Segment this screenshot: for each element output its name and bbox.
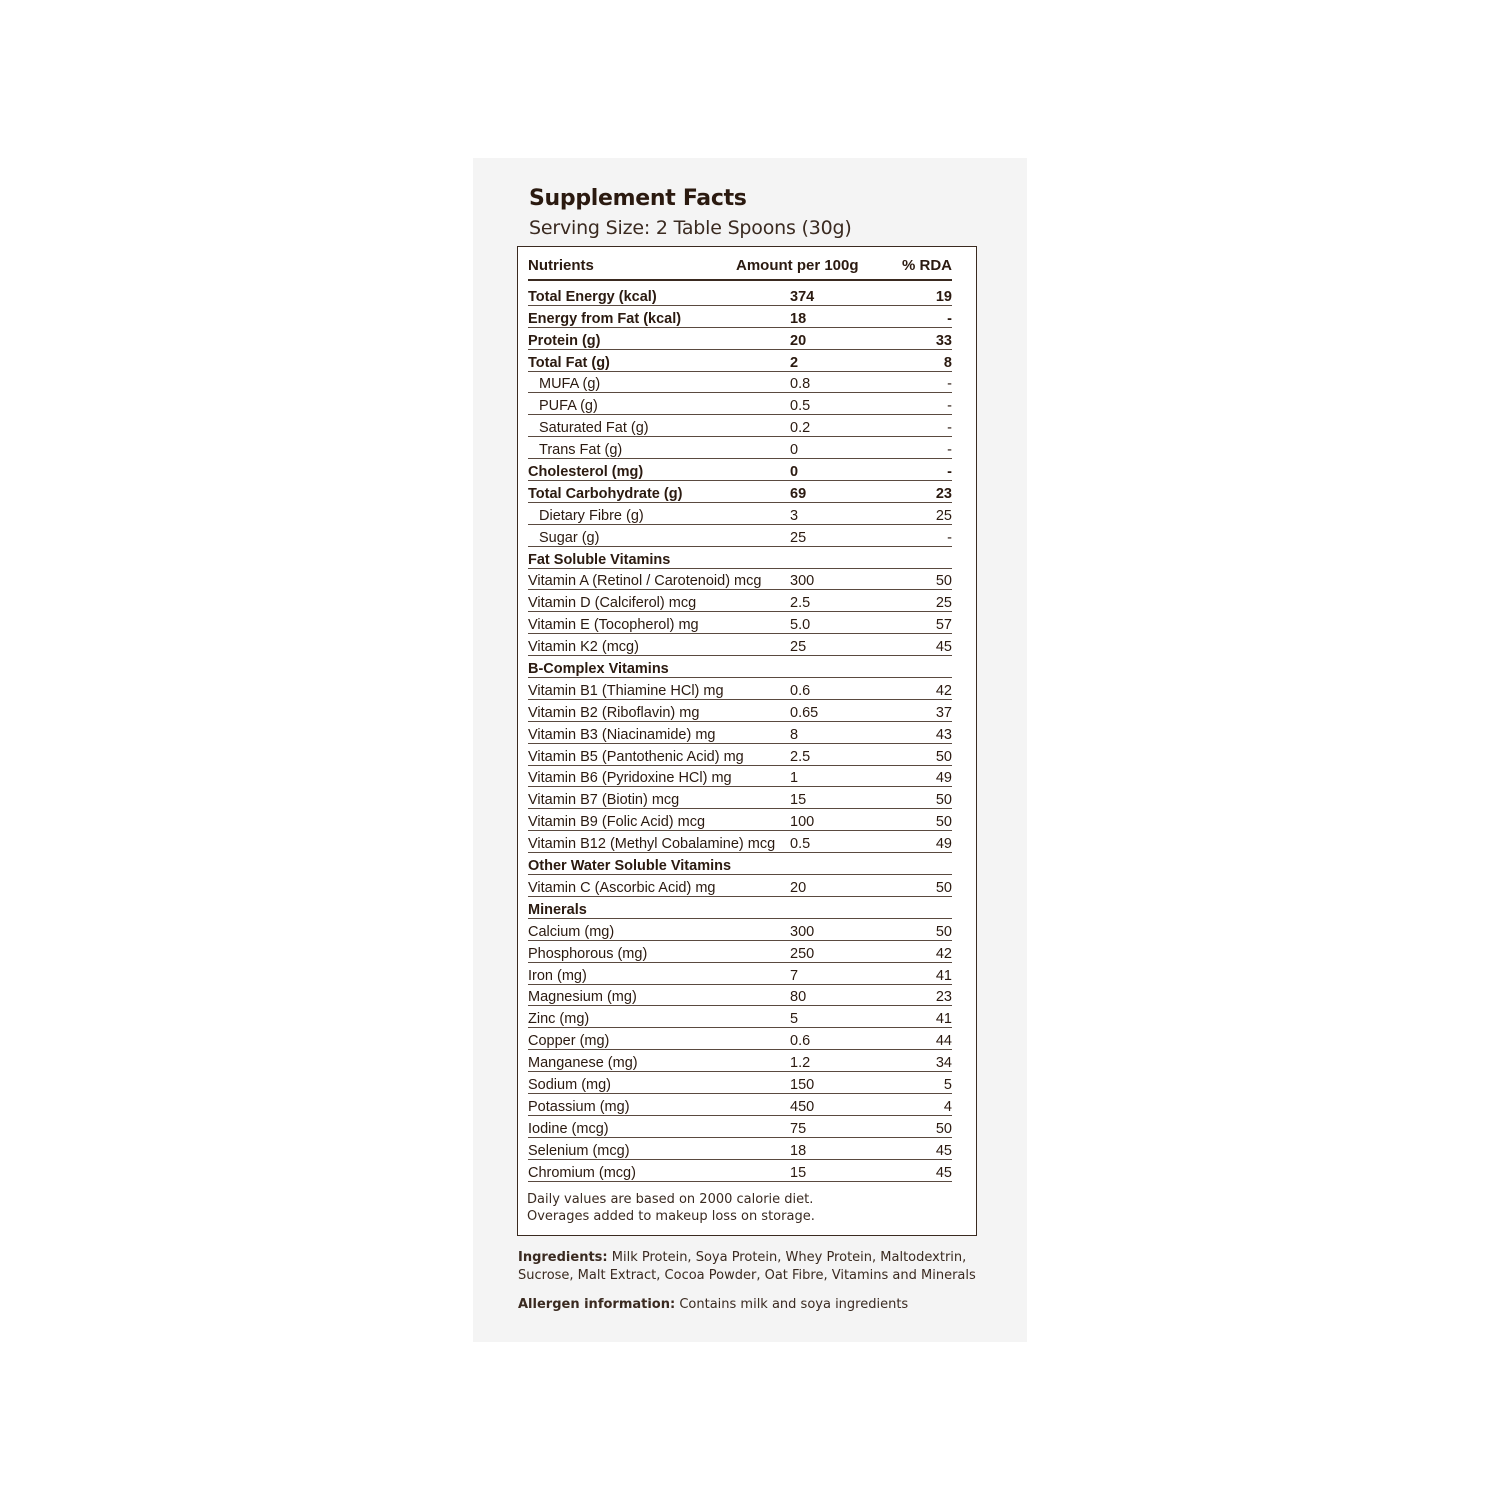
- nutrient-name: Energy from Fat (kcal): [528, 310, 682, 327]
- nutrient-rda: 23: [935, 485, 952, 502]
- nutrient-name: B-Complex Vitamins: [528, 661, 669, 678]
- table-row: [528, 809, 952, 831]
- nutrient-amount: 18: [790, 310, 807, 327]
- nutrient-amount: 20: [790, 879, 807, 896]
- nutrient-amount: 0.2: [790, 420, 811, 437]
- nutrient-name: Iron (mg): [528, 967, 587, 984]
- nutrient-amount: 0: [790, 464, 799, 481]
- table-row: [528, 766, 952, 788]
- nutrient-name: Potassium (mg): [528, 1098, 630, 1115]
- nutrient-amount: 80: [790, 989, 807, 1006]
- nutrient-amount: 69: [790, 485, 807, 502]
- table-row: [528, 941, 952, 963]
- nutrient-rda: 42: [935, 945, 952, 962]
- nutrient-name: Manganese (mg): [528, 1055, 638, 1072]
- table-row: [528, 503, 952, 525]
- table-row: [528, 678, 952, 700]
- table-header: [528, 251, 952, 281]
- nutrient-rda: 50: [935, 879, 952, 896]
- nutrient-rda: 44: [935, 1033, 952, 1050]
- nutrient-name: Vitamin C (Ascorbic Acid) mg: [528, 879, 716, 896]
- nutrient-amount: 3: [790, 507, 799, 524]
- nutrient-amount: 25: [790, 529, 807, 546]
- table-row: [528, 1116, 952, 1138]
- footnote-line-2: Overages added to makeup loss on storage.: [527, 1209, 815, 1224]
- table-row: [528, 744, 952, 766]
- table-row: [528, 525, 952, 547]
- nutrient-amount: 5: [790, 1011, 799, 1028]
- nutrient-rda: 50: [935, 814, 952, 831]
- section-header-row: [528, 897, 952, 919]
- nutrient-name: Iodine (mcg): [528, 1120, 609, 1137]
- nutrient-amount: 0.8: [790, 376, 811, 393]
- nutrient-name: Vitamin K2 (mcg): [528, 639, 639, 656]
- nutrient-amount: 2: [790, 354, 799, 371]
- nutrient-rda: 50: [935, 573, 952, 590]
- nutrient-name: Copper (mg): [528, 1033, 610, 1050]
- nutrient-name: Vitamin B3 (Niacinamide) mg: [528, 726, 716, 743]
- table-row: [528, 963, 952, 985]
- header-nutrients: Nutrients: [528, 256, 594, 274]
- section-header-row: [528, 547, 952, 569]
- nutrient-amount: 374: [790, 288, 815, 305]
- nutrient-name: Vitamin B5 (Pantothenic Acid) mg: [528, 748, 744, 765]
- nutrient-amount: 0.5: [790, 398, 811, 415]
- nutrient-name: Dietary Fibre (g): [539, 507, 644, 524]
- table-row: [528, 590, 952, 612]
- nutrient-rda: 5: [943, 1076, 952, 1093]
- nutrient-rda: 50: [935, 1120, 952, 1137]
- section-header-row: [528, 656, 952, 678]
- nutrient-rda: 37: [935, 704, 952, 721]
- nutrient-rda: -: [947, 398, 952, 415]
- table-row: [528, 328, 952, 350]
- table-body: [528, 284, 952, 1182]
- table-row: [528, 459, 952, 481]
- nutrient-name: Minerals: [528, 901, 587, 918]
- table-row: [528, 722, 952, 744]
- nutrient-name: Selenium (mcg): [528, 1142, 630, 1159]
- nutrient-rda: -: [947, 420, 952, 437]
- nutrient-name: Other Water Soluble Vitamins: [528, 858, 732, 875]
- table-row: [528, 350, 952, 372]
- nutrient-rda: 45: [935, 1142, 952, 1159]
- nutrient-rda: 4: [943, 1098, 952, 1115]
- nutrient-rda: -: [947, 529, 952, 546]
- nutrient-name: Calcium (mg): [528, 923, 615, 940]
- ingredients-text: Milk Protein, Soya Protein, Whey Protein, Maltodextrin, Sucrose, Malt Extract, Cocoa Powder, Oat Fibre, Vitamins and Minerals: [518, 1250, 976, 1283]
- nutrient-rda: 34: [935, 1055, 952, 1072]
- nutrient-amount: 150: [790, 1076, 815, 1093]
- nutrition-table: [528, 251, 952, 1182]
- nutrient-name: Vitamin B6 (Pyridoxine HCl) mg: [528, 770, 732, 787]
- nutrient-name: Chromium (mcg): [528, 1164, 636, 1181]
- table-row: [528, 1138, 952, 1160]
- table-row: [528, 284, 952, 306]
- table-row: [528, 306, 952, 328]
- nutrient-rda: 49: [935, 770, 952, 787]
- nutrient-amount: 0.65: [790, 704, 819, 721]
- nutrient-amount: 1.2: [790, 1055, 811, 1072]
- nutrient-name: Total Energy (kcal): [528, 288, 657, 305]
- table-row: [528, 875, 952, 897]
- nutrient-name: Vitamin B9 (Folic Acid) mcg: [528, 814, 706, 831]
- nutrient-amount: 15: [790, 1164, 807, 1181]
- nutrient-name: Sodium (mg): [528, 1076, 611, 1093]
- nutrient-amount: 0.6: [790, 1033, 811, 1050]
- table-row: [528, 1094, 952, 1116]
- nutrient-rda: 49: [935, 836, 952, 853]
- nutrient-name: Zinc (mg): [528, 1011, 590, 1028]
- nutrient-rda: 50: [935, 923, 952, 940]
- page-title: Supplement Facts: [529, 186, 747, 211]
- nutrient-rda: 19: [935, 288, 952, 305]
- table-row: [528, 393, 952, 415]
- nutrient-name: Saturated Fat (g): [539, 420, 649, 437]
- nutrient-rda: 41: [935, 967, 952, 984]
- nutrient-name: Total Carbohydrate (g): [528, 485, 683, 502]
- nutrient-amount: 2.5: [790, 595, 811, 612]
- table-row: [528, 1072, 952, 1094]
- table-row: [528, 612, 952, 634]
- nutrient-amount: 5.0: [790, 617, 811, 634]
- nutrient-amount: 250: [790, 945, 815, 962]
- nutrient-amount: 2.5: [790, 748, 811, 765]
- allergen-text: Contains milk and soya ingredients: [679, 1297, 909, 1312]
- nutrient-amount: 450: [790, 1098, 815, 1115]
- header-rda: % RDA: [901, 256, 952, 274]
- nutrient-name: Vitamin A (Retinol / Carotenoid) mcg: [528, 573, 762, 590]
- nutrient-name: Vitamin E (Tocopherol) mg: [528, 617, 699, 634]
- nutrient-amount: 15: [790, 792, 807, 809]
- nutrient-rda: 43: [935, 726, 952, 743]
- nutrient-amount: 100: [790, 814, 815, 831]
- nutrient-rda: 8: [943, 354, 952, 371]
- table-row: [528, 985, 952, 1007]
- nutrient-amount: 7: [790, 967, 799, 984]
- nutrient-rda: 45: [935, 639, 952, 656]
- footnote: [527, 1191, 815, 1225]
- table-row: [528, 1006, 952, 1028]
- nutrient-rda: 50: [935, 792, 952, 809]
- table-row: [528, 1160, 952, 1182]
- table-row: [528, 569, 952, 591]
- nutrient-amount: 0: [790, 442, 799, 459]
- nutrient-name: Cholesterol (mg): [528, 464, 644, 481]
- nutrition-table-box: [517, 246, 977, 1236]
- nutrient-rda: -: [947, 376, 952, 393]
- ingredients-label: Ingredients:: [518, 1250, 608, 1265]
- nutrient-rda: -: [947, 310, 952, 327]
- table-row: [528, 437, 952, 459]
- table-row: [528, 700, 952, 722]
- table-row: [528, 787, 952, 809]
- ingredients: [518, 1249, 998, 1284]
- nutrient-rda: 25: [935, 595, 952, 612]
- footnote-line-1: Daily values are based on 2000 calorie diet.: [527, 1192, 814, 1207]
- nutrient-amount: 1: [790, 770, 799, 787]
- nutrient-amount: 8: [790, 726, 799, 743]
- header-amount: Amount per 100g: [736, 256, 859, 274]
- nutrient-name: Vitamin B1 (Thiamine HCl) mg: [528, 682, 724, 699]
- nutrient-amount: 300: [790, 573, 815, 590]
- nutrient-rda: 57: [935, 617, 952, 634]
- nutrient-amount: 18: [790, 1142, 807, 1159]
- nutrient-amount: 0.5: [790, 836, 811, 853]
- serving-size: Serving Size: 2 Table Spoons (30g): [529, 217, 852, 239]
- nutrient-rda: 45: [935, 1164, 952, 1181]
- nutrient-rda: 50: [935, 748, 952, 765]
- section-header-row: [528, 853, 952, 875]
- nutrient-rda: -: [947, 464, 952, 481]
- nutrient-name: Magnesium (mg): [528, 989, 637, 1006]
- nutrient-name: Vitamin B2 (Riboflavin) mg: [528, 704, 700, 721]
- nutrient-name: MUFA (g): [539, 376, 601, 393]
- nutrient-rda: 25: [935, 507, 952, 524]
- nutrient-rda: 23: [935, 989, 952, 1006]
- nutrient-name: Vitamin B7 (Biotin) mcg: [528, 792, 680, 809]
- nutrient-rda: 41: [935, 1011, 952, 1028]
- nutrient-name: Fat Soluble Vitamins: [528, 551, 671, 568]
- table-row: [528, 1050, 952, 1072]
- nutrient-name: Phosphorous (mg): [528, 945, 648, 962]
- nutrient-rda: -: [947, 442, 952, 459]
- nutrient-name: PUFA (g): [539, 398, 598, 415]
- table-row: [528, 415, 952, 437]
- nutrient-name: Vitamin D (Calciferol) mcg: [528, 595, 697, 612]
- nutrient-rda: 42: [935, 682, 952, 699]
- nutrient-name: Total Fat (g): [528, 354, 610, 371]
- supplement-facts-panel: [473, 158, 1027, 1342]
- nutrient-amount: 25: [790, 639, 807, 656]
- allergen-info: [518, 1297, 908, 1312]
- table-row: [528, 634, 952, 656]
- nutrient-amount: 0.6: [790, 682, 811, 699]
- table-row: [528, 372, 952, 394]
- nutrient-rda: 33: [935, 332, 952, 349]
- nutrient-name: Protein (g): [528, 332, 601, 349]
- table-row: [528, 831, 952, 853]
- nutrient-name: Sugar (g): [539, 529, 600, 546]
- nutrient-amount: 75: [790, 1120, 807, 1137]
- nutrient-name: Trans Fat (g): [539, 442, 623, 459]
- table-row: [528, 919, 952, 941]
- nutrient-amount: 300: [790, 923, 815, 940]
- nutrient-name: Vitamin B12 (Methyl Cobalamine) mcg: [528, 836, 776, 853]
- table-row: [528, 1028, 952, 1050]
- nutrient-amount: 20: [790, 332, 807, 349]
- table-row: [528, 481, 952, 503]
- allergen-label: Allergen information:: [518, 1297, 676, 1312]
